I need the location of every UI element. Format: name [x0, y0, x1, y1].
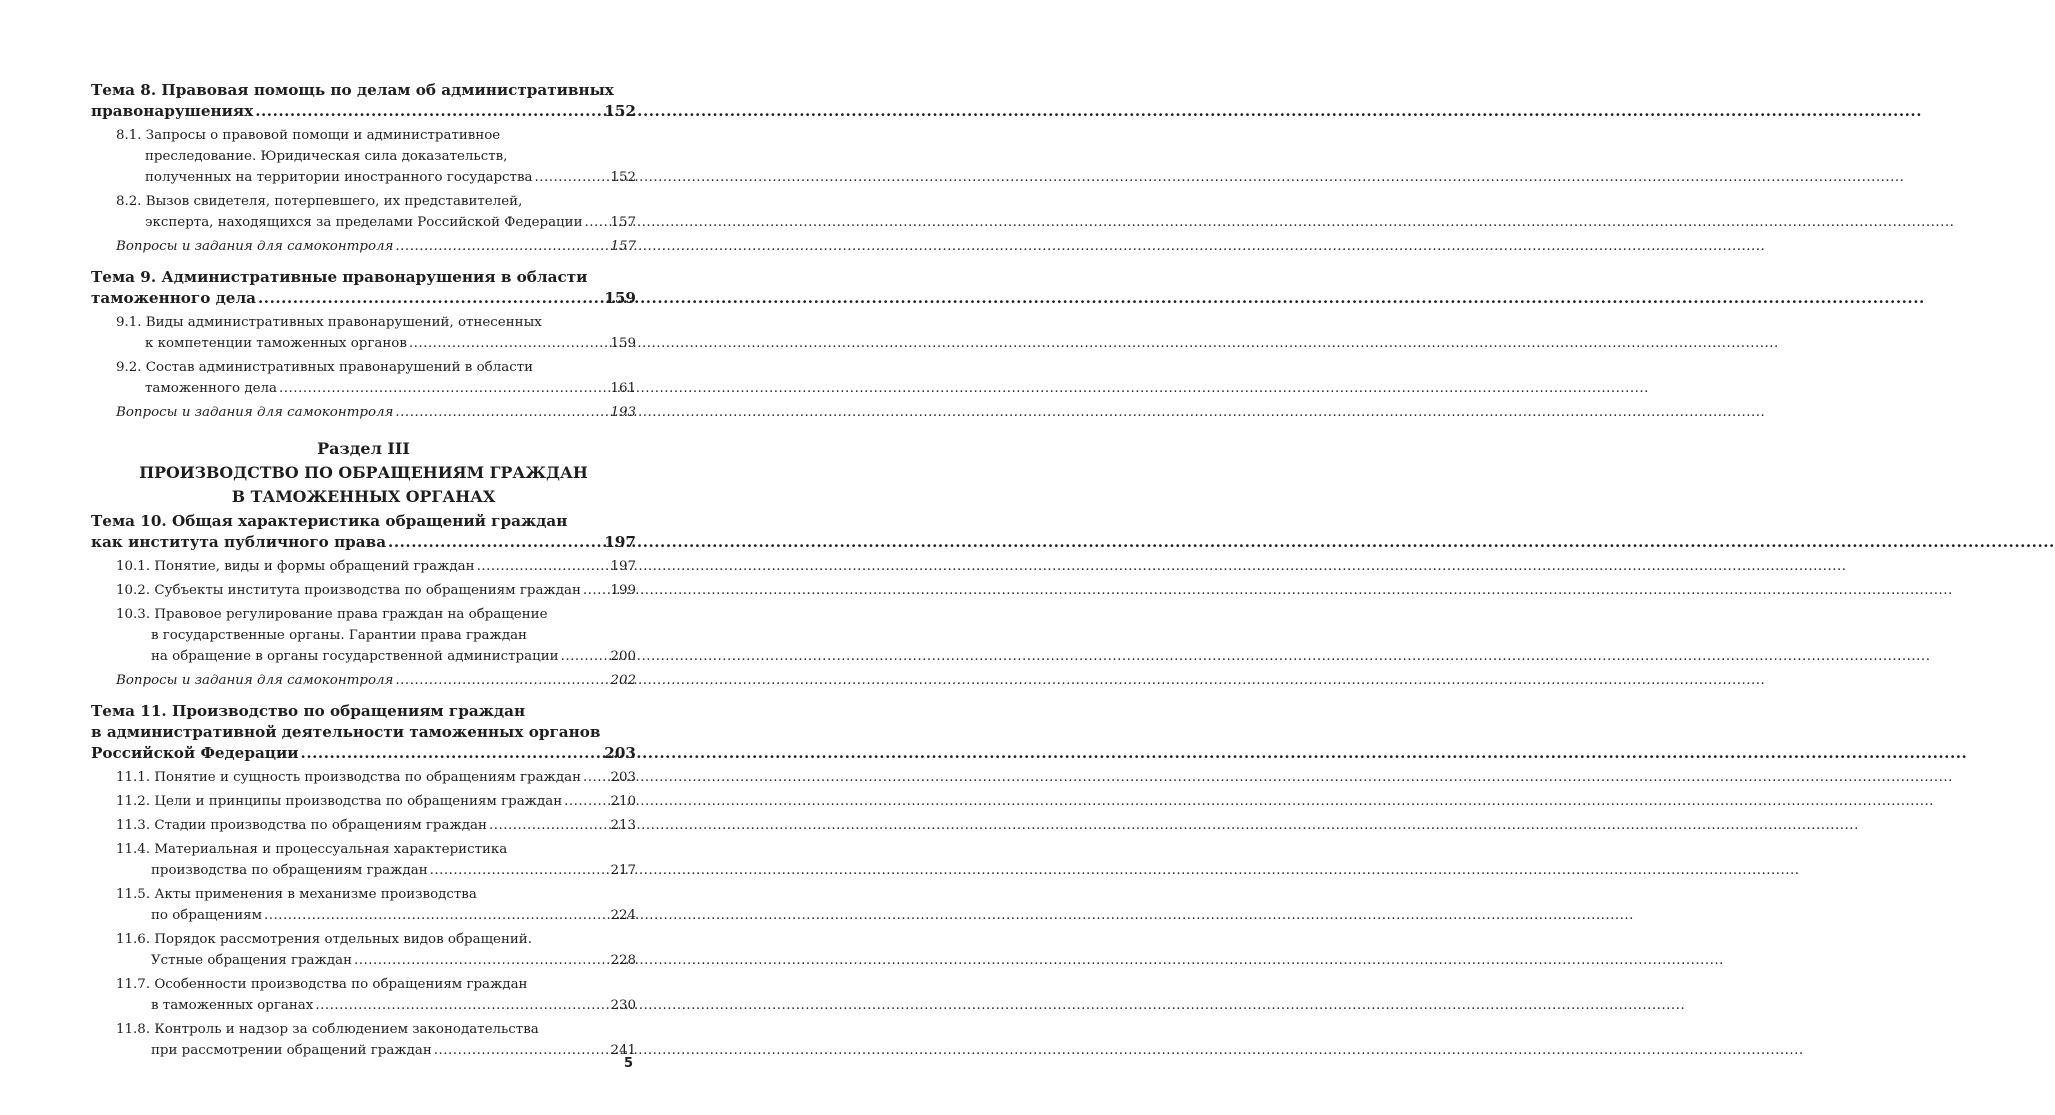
page-ref: 152: [604, 102, 636, 120]
entry-line: [116, 995, 636, 1016]
toc-entry: [91, 884, 636, 926]
dot-leader: [583, 767, 608, 788]
toc-entry: [91, 604, 636, 667]
entry-line: [116, 580, 636, 601]
topic-title: [91, 80, 636, 122]
topic-title-line: [91, 701, 636, 722]
page-ref: 159: [604, 289, 636, 307]
entry-line: [116, 884, 636, 905]
entry-line: [116, 212, 636, 233]
line-text: 11.7. Особенности производства по обращениям граждан: [116, 977, 528, 992]
page-ref: 197: [610, 559, 636, 574]
page-ref: 213: [610, 818, 636, 833]
toc-entry: [91, 125, 636, 188]
dot-leader: [434, 1040, 609, 1061]
line-text: в государственные органы. Гарантии права граждан: [151, 628, 527, 643]
dot-leader: [279, 378, 608, 399]
dot-leader: [354, 950, 608, 971]
line-text: Тема 11. Производство по обращениям граждан: [91, 702, 526, 720]
page-ref: 157: [610, 239, 636, 254]
entry-line: [116, 839, 636, 860]
entry-line: [116, 791, 636, 812]
dot-leader: [315, 995, 608, 1016]
line-text: в таможенных органах: [151, 998, 314, 1013]
line-text: 10.2. Субъекты института производства по обращениям граждан: [116, 583, 581, 598]
line-text: Вопросы и задания для самоконтроля: [116, 673, 394, 688]
toc-entry: [91, 556, 636, 577]
dot-leader: [583, 580, 609, 601]
line-text: эксперта, находящихся за пределами Российской Федерации: [145, 215, 583, 230]
entry-line: [116, 357, 636, 378]
dot-leader: [395, 402, 608, 423]
entry-line: [116, 312, 636, 333]
line-text: Тема 10. Общая характеристика обращений граждан: [91, 512, 568, 530]
self-check-questions: [91, 236, 636, 257]
page-ref: 152: [610, 170, 636, 185]
line-text: 11.8. Контроль и надзор за соблюдением законодательства: [116, 1022, 539, 1037]
topic-title-line: [91, 511, 636, 532]
entry-line: [116, 767, 636, 788]
page-ref: 200: [610, 649, 636, 664]
page-ref: 203: [604, 744, 636, 762]
dot-leader: [264, 905, 608, 926]
entry-line: [116, 625, 636, 646]
line-text: таможенного дела: [91, 289, 256, 307]
page-ref: 193: [610, 405, 636, 420]
line-text: Устные обращения граждан: [151, 953, 352, 968]
entry-line: [116, 146, 636, 167]
line-text: 9.1. Виды административных правонарушений, отнесенных: [116, 315, 542, 330]
entry-line: [116, 378, 636, 399]
dot-leader: [535, 167, 609, 188]
dot-leader: [388, 532, 602, 553]
line-text: 8.1. Запросы о правовой помощи и административное: [116, 128, 501, 143]
toc-entry: [91, 191, 636, 233]
line-text: в административной деятельности таможенных органов: [91, 723, 601, 741]
entry-line: [116, 1040, 636, 1061]
line-text: 8.2. Вызов свидетеля, потерпевшего, их представителей,: [116, 194, 523, 209]
toc-entry: [91, 357, 636, 399]
page-ref: 228: [610, 953, 636, 968]
page-ref: 159: [610, 336, 636, 351]
entry-line: [116, 604, 636, 625]
table-of-contents: [91, 80, 636, 1061]
entry-line: [116, 191, 636, 212]
toc-entry: [91, 815, 636, 836]
line-text: 9.2. Состав административных правонарушений в области: [116, 360, 534, 375]
line-text: 11.4. Материальная и процессуальная характеристика: [116, 842, 508, 857]
dot-leader: [395, 236, 608, 257]
line-text: правонарушениях: [91, 102, 254, 120]
line-text: при рассмотрении обращений граждан: [151, 1043, 432, 1058]
line-text: к компетенции таможенных органов: [145, 336, 407, 351]
line-text: Российской Федерации: [91, 744, 299, 762]
topic-title-line: [91, 288, 636, 309]
entry-line: [116, 402, 636, 423]
line-text: по обращениям: [151, 908, 263, 923]
topic-title: [91, 267, 636, 309]
line-text: на обращение в органы государственной администрации: [151, 649, 559, 664]
line-text: полученных на территории иностранного государства: [145, 170, 533, 185]
page-ref: 241: [610, 1043, 636, 1058]
page-ref: 202: [610, 673, 636, 688]
entry-line: [116, 974, 636, 995]
self-check-questions: [91, 402, 636, 423]
toc-entry: [91, 929, 636, 971]
dot-leader: [301, 743, 603, 764]
entry-line: [116, 860, 636, 881]
entry-line: [116, 905, 636, 926]
topic-title-line: [91, 743, 636, 764]
dot-leader: [477, 556, 609, 577]
toc-entry: [91, 580, 636, 601]
toc-topic: [91, 267, 636, 423]
page-number: 5: [624, 1056, 634, 1071]
line-text: 11.6. Порядок рассмотрения отдельных видов обращений.: [116, 932, 532, 947]
dot-leader: [585, 212, 609, 233]
topic-title-line: [91, 267, 636, 288]
topic-title-line: [91, 722, 636, 743]
topic-title: [91, 701, 636, 764]
page-ref: 210: [610, 794, 636, 809]
dot-leader: [258, 288, 602, 309]
entry-line: [116, 815, 636, 836]
page-ref: 224: [610, 908, 636, 923]
page-ref: 197: [604, 533, 636, 551]
topics-group-b: [91, 511, 636, 1061]
dot-leader: [430, 860, 609, 881]
line-text: 10.1. Понятие, виды и формы обращений граждан: [116, 559, 475, 574]
dot-leader: [489, 815, 608, 836]
page-ref: 217: [610, 863, 636, 878]
dot-leader: [564, 791, 608, 812]
topic-title: [91, 511, 636, 553]
section-title-line-1: ПРОИЗВОДСТВО ПО ОБРАЩЕНИЯМ ГРАЖДАН: [139, 463, 588, 482]
topics-group-a: [91, 80, 636, 423]
toc-entry: [91, 767, 636, 788]
section-label: Раздел III: [317, 439, 410, 458]
line-text: таможенного дела: [145, 381, 278, 396]
toc-entry: [91, 974, 636, 1016]
toc-entry: [91, 1019, 636, 1061]
line-text: 11.1. Понятие и сущность производства по обращениям граждан: [116, 770, 582, 785]
page-ref: 157: [610, 215, 636, 230]
entry-line: [116, 167, 636, 188]
line-text: Вопросы и задания для самоконтроля: [116, 405, 394, 420]
entry-line: [116, 556, 636, 577]
line-text: Тема 8. Правовая помощь по делам об административных: [91, 81, 614, 99]
line-text: 10.3. Правовое регулирование права граждан на обращение: [116, 607, 548, 622]
topic-title-line: [91, 101, 636, 122]
page-ref: 199: [610, 583, 636, 598]
dot-leader: [395, 670, 608, 691]
dot-leader: [409, 333, 609, 354]
toc-entry: [91, 791, 636, 812]
toc-topic: [91, 701, 636, 1061]
entry-line: [116, 950, 636, 971]
line-text: 11.3. Стадии производства по обращениям граждан: [116, 818, 487, 833]
entry-line: [116, 929, 636, 950]
line-text: преследование. Юридическая сила доказательств,: [145, 149, 508, 164]
page-ref: 230: [610, 998, 636, 1013]
entry-line: [116, 1019, 636, 1040]
entry-line: [116, 670, 636, 691]
dot-leader: [561, 646, 609, 667]
line-text: 11.5. Акты применения в механизме производства: [116, 887, 477, 902]
page-ref: 161: [610, 381, 636, 396]
self-check-questions: [91, 670, 636, 691]
toc-entry: [91, 312, 636, 354]
toc-topic: [91, 511, 636, 691]
line-text: Тема 9. Административные правонарушения в области: [91, 268, 588, 286]
entry-line: [116, 236, 636, 257]
dot-leader: [255, 101, 602, 122]
line-text: 11.2. Цели и принципы производства по обращениям граждан: [116, 794, 563, 809]
entry-line: [116, 333, 636, 354]
topic-title-line: [91, 80, 636, 101]
line-text: производства по обращениям граждан: [151, 863, 428, 878]
section-title-line-2: В ТАМОЖЕННЫХ ОРГАНАХ: [231, 487, 496, 506]
toc-entry: [91, 839, 636, 881]
toc-topic: [91, 80, 636, 257]
entry-line: [116, 646, 636, 667]
section-heading: [91, 437, 636, 509]
line-text: Вопросы и задания для самоконтроля: [116, 239, 394, 254]
topic-title-line: [91, 532, 636, 553]
line-text: как института публичного права: [91, 533, 387, 551]
entry-line: [116, 125, 636, 146]
page-ref: 203: [610, 770, 636, 785]
